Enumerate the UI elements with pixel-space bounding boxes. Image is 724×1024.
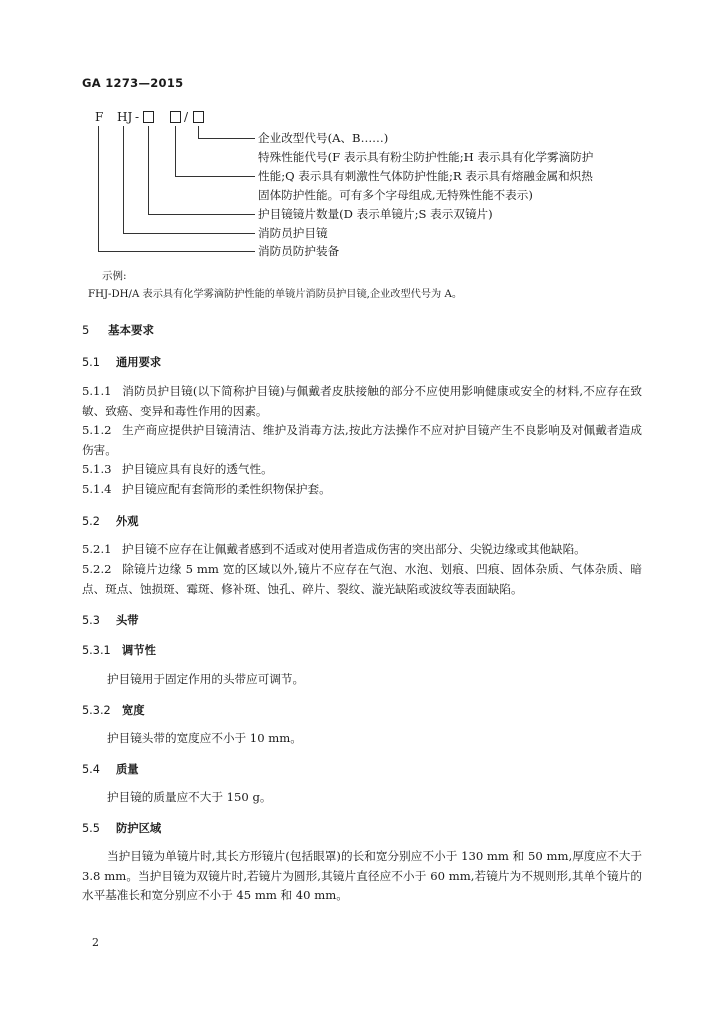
- section-number: 5.5: [82, 822, 100, 835]
- code-hj: HJ: [117, 110, 133, 124]
- section-5-heading: [82, 322, 154, 338]
- legend-lens-count: 护目镜镜片数量(D 表示单镜片;S 表示双镜片): [258, 207, 493, 221]
- leader-h-special: [175, 176, 255, 177]
- clause-number: 5.1.2: [82, 423, 112, 437]
- designation-diagram: [0, 0, 724, 300]
- code-dash: -: [135, 110, 140, 124]
- clause-text: 护目镜应配有套筒形的柔性织物保护套。: [122, 482, 331, 496]
- standard-code: GA 1273—2015: [82, 76, 184, 90]
- clause-text: 消防员护目镜(以下简称护目镜)与佩戴者皮肤接触的部分不应使用影响健康或安全的材料,不应存在致敏、致癌、变异和毒性作用的因素。: [82, 384, 642, 418]
- clause-5-2-1: [82, 540, 642, 560]
- section-title: 质量: [116, 763, 139, 776]
- section-number: 5.1: [82, 356, 100, 369]
- clause-5-3-2-text: 护目镜头带的宽度应不小于 10 mm。: [107, 731, 302, 745]
- code-slash: /: [184, 110, 189, 124]
- clause-5-1-3: [82, 460, 642, 480]
- leader-line-lens: [148, 126, 149, 214]
- example-text: FHJ-DH/A 表示具有化学雾滴防护性能的单镜片消防员护目镜,企业改型代号为 A。: [88, 289, 463, 300]
- code-box-lens: [143, 111, 154, 123]
- leader-h-lens: [148, 214, 255, 215]
- clause-number: 5.2.1: [82, 542, 112, 556]
- clause-5-3-1-text: 护目镜用于固定作用的头带应可调节。: [107, 672, 305, 686]
- leader-line-special: [175, 126, 176, 176]
- leader-line-modification: [198, 126, 199, 138]
- clause-number: 5.2.2: [82, 562, 112, 576]
- section-title: 通用要求: [116, 356, 162, 369]
- section-5-3-2-heading: [82, 702, 145, 718]
- section-5-4-heading: [82, 761, 139, 777]
- section-title: 防护区域: [116, 822, 162, 835]
- section-title: 调节性: [122, 644, 156, 657]
- clause-5-1-1: [82, 382, 642, 421]
- section-5-1-heading: [82, 354, 161, 370]
- leader-line-hj: [123, 126, 124, 233]
- section-5-5-heading: [82, 820, 161, 836]
- leader-h-hj: [123, 233, 255, 234]
- section-number: 5.3: [82, 614, 100, 627]
- section-5-2-heading: [82, 513, 139, 529]
- legend-goggles: 消防员护目镜: [258, 226, 328, 240]
- legend-special-2: 性能;Q 表示具有刺激性气体防护性能;R 表示具有熔融金属和炽热: [258, 169, 593, 183]
- clause-text: 护目镜不应存在让佩戴者感到不适或对使用者造成伤害的突出部分、尖锐边缘或其他缺陷。: [122, 542, 586, 556]
- section-title: 头带: [116, 614, 139, 627]
- section-5-3-heading: [82, 612, 139, 628]
- section-number: 5.3.2: [82, 704, 111, 717]
- legend-modification: 企业改型代号(A、B……): [258, 131, 389, 145]
- leader-h-f: [98, 251, 255, 252]
- section-5-3-1-heading: [82, 642, 156, 658]
- clause-number: 5.1.1: [82, 384, 112, 398]
- legend-special-1: 特殊性能代号(F 表示具有粉尘防护性能;H 表示具有化学雾滴防护: [258, 150, 594, 164]
- clause-5-1-4: [82, 480, 642, 500]
- example-label: 示例:: [102, 270, 127, 282]
- clause-text: 护目镜应具有良好的透气性。: [122, 462, 273, 476]
- code-f: F: [95, 110, 104, 124]
- section-title: 基本要求: [108, 323, 154, 337]
- section-title: 外观: [116, 515, 139, 528]
- section-number: 5.2: [82, 515, 100, 528]
- clause-5-1-2: [82, 421, 642, 460]
- code-box-special: [170, 111, 181, 123]
- leader-h-modification: [198, 138, 255, 139]
- clause-number: 5.1.3: [82, 462, 112, 476]
- clause-5-2-2: [82, 560, 642, 599]
- clause-text: 除镜片边缘 5 mm 宽的区域以外,镜片不应存在气泡、水泡、划痕、凹痕、固体杂质、气体杂质、暗点、斑点、蚀损斑、霉斑、修补斑、蚀孔、碎片、裂纹、漩光缺陷或波纹等表面缺陷。: [82, 562, 642, 596]
- clause-number: 5.1.4: [82, 482, 112, 496]
- clause-text: 生产商应提供护目镜清洁、维护及消毒方法,按此方法操作不应对护目镜产生不良影响及对佩戴者造成伤害。: [82, 423, 642, 457]
- clause-5-5-text: 当护目镜为单镜片时,其长方形镜片(包括眼罩)的长和宽分别应不小于 130 mm 和 50 mm,厚度应不大于 3.8 mm。当护目镜为双镜片时,若镜片为圆形,其镜片直径应不小于 60 mm,若镜片为不规则形,其单个镜片的水平基准长和宽分别应不小于 45 mm 和 40 mm。: [82, 849, 642, 902]
- legend-equipment: 消防员防护装备: [258, 244, 340, 258]
- page-number: 2: [92, 936, 99, 949]
- section-number: 5.3.1: [82, 644, 111, 657]
- section-title: 宽度: [122, 704, 145, 717]
- leader-line-f: [98, 126, 99, 251]
- legend-special-3: 固体防护性能。可有多个字母组成,无特殊性能不表示): [258, 188, 533, 202]
- section-number: 5: [82, 323, 90, 337]
- code-box-modification: [193, 111, 204, 123]
- section-number: 5.4: [82, 763, 100, 776]
- clause-5-4-text: 护目镜的质量应不大于 150 g。: [107, 790, 272, 804]
